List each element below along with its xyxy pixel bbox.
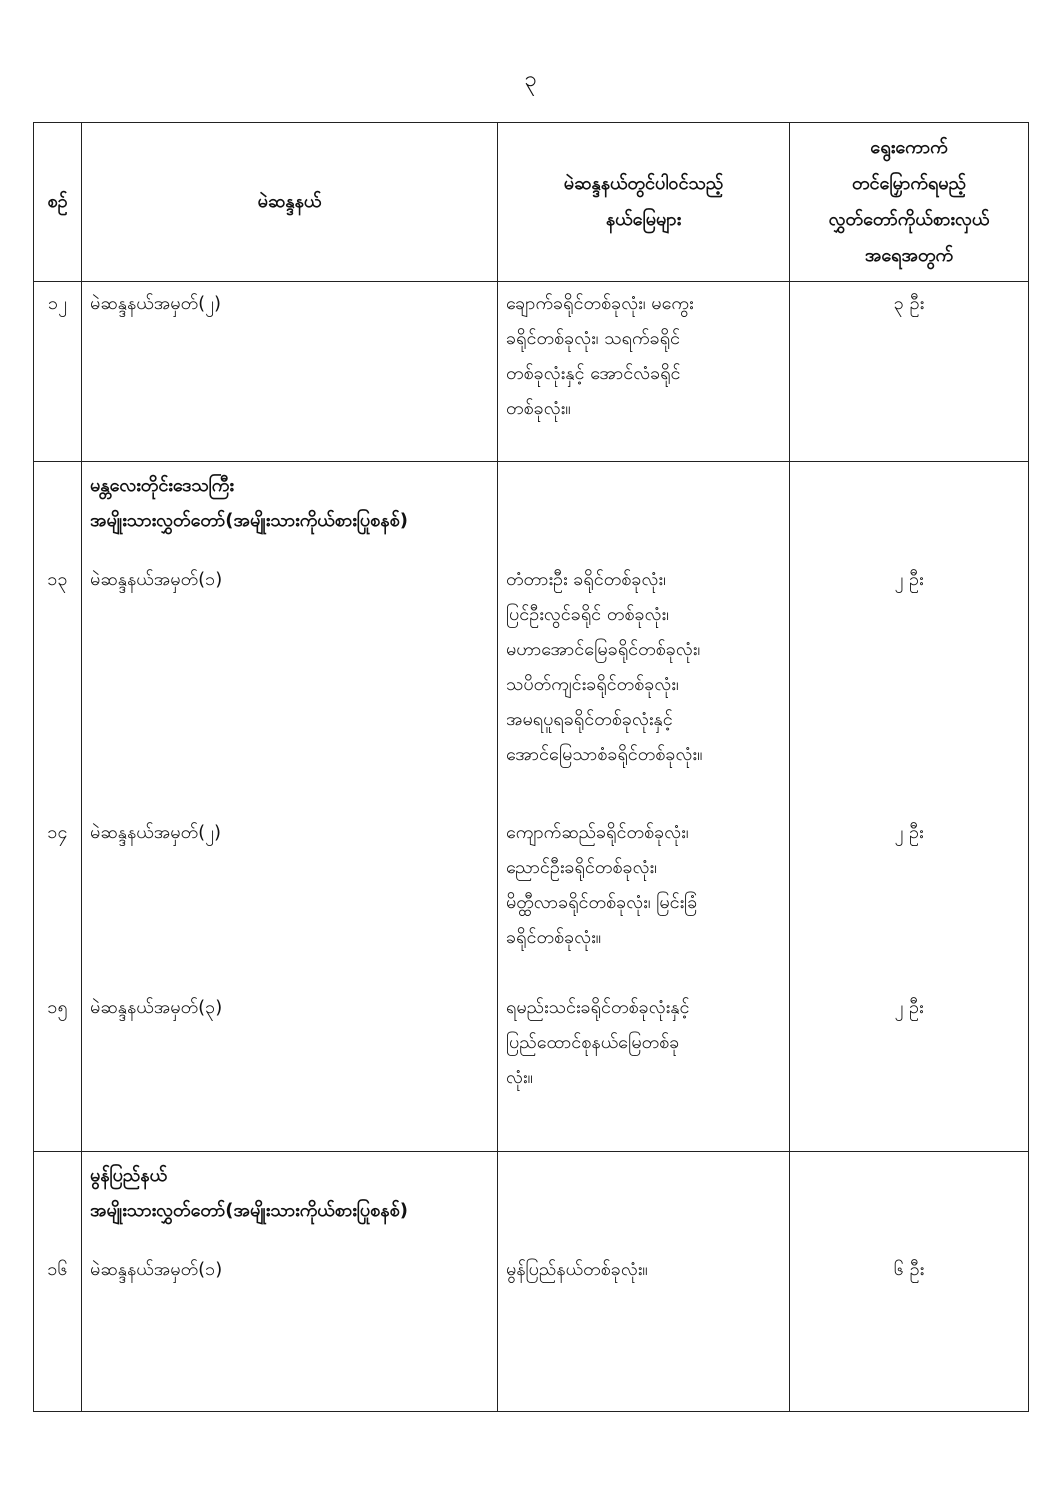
constituency-name: မဲဆန္ဒနယ်အမှတ်(၁) xyxy=(82,558,498,811)
header-constituency: မဲဆန္ဒနယ် xyxy=(82,123,498,282)
constituency-name: မဲဆန္ဒနယ်အမှတ်(၁) xyxy=(82,1248,498,1412)
region-name: မန္တလေးတိုင်းဒေသကြီး xyxy=(90,475,234,496)
area-line: အောင်မြေသာစံခရိုင်တစ်ခုလုံး။ xyxy=(506,743,703,765)
constituency-name: မဲဆန္ဒနယ်အမှတ်(၂) xyxy=(82,282,498,462)
included-areas xyxy=(498,986,790,1152)
page-number: ၃ xyxy=(524,67,537,92)
included-areas xyxy=(498,811,790,986)
header-serial-number: စဉ် xyxy=(34,123,82,282)
seat-count: ၆ ဦး xyxy=(790,1248,1029,1412)
area-line: ပြင်ဦးလွင်ခရိုင် တစ်ခုလုံး၊ xyxy=(506,603,669,625)
header-representative-count-line-4: အရေအတွက် xyxy=(864,245,954,266)
area-line: အမရပူရခရိုင်တစ်ခုလုံးနှင့် xyxy=(506,708,673,730)
header-representative-count-line-1: ရွေးကောက် xyxy=(870,137,948,158)
included-areas xyxy=(498,1248,790,1412)
seat-count: ၃ ဦး xyxy=(790,282,1029,462)
row-number: ၁၅ xyxy=(34,986,82,1152)
area-line: ချောက်ခရိုင်တစ်ခုလုံး၊ မကွေး xyxy=(506,293,694,314)
seat-count: ၂ ဦး xyxy=(790,558,1029,811)
included-areas xyxy=(498,282,790,462)
constituency-name: မဲဆန္ဒနယ်အမှတ်(၂) xyxy=(82,811,498,986)
region-name: မွန်ပြည်နယ် xyxy=(90,1165,168,1186)
region-heading-row xyxy=(34,1152,1029,1248)
area-line: တံတားဦး ခရိုင်တစ်ခုလုံး၊ xyxy=(506,568,666,590)
area-line: သပိတ်ကျင်းခရိုင်တစ်ခုလုံး၊ xyxy=(506,673,679,695)
header-included-areas-line-1: မဲဆန္ဒနယ်တွင်ပါဝင်သည့် xyxy=(563,173,724,194)
constituency-name: မဲဆန္ဒနယ်အမှတ်(၃) xyxy=(82,986,498,1152)
table-row xyxy=(34,1248,1029,1412)
row-number: ၁၃ xyxy=(34,558,82,811)
header-included-areas xyxy=(498,123,790,282)
included-areas xyxy=(498,558,790,811)
area-line: ပြည်ထောင်စုနယ်မြေတစ်ခု xyxy=(506,1031,680,1053)
area-line: ခရိုင်တစ်ခုလုံး။ xyxy=(506,926,602,948)
area-line: တစ်ခုလုံး။ xyxy=(506,398,571,419)
table-row xyxy=(34,558,1029,811)
area-line: မိတ္ထီလာခရိုင်တစ်ခုလုံး၊ မြင်းခြံ xyxy=(506,891,698,913)
table-header-row xyxy=(34,123,1029,282)
header-representative-count-line-3: လွှတ်တော်ကိုယ်စားလှယ် xyxy=(828,209,990,230)
region-chamber: အမျိုးသားလွှတ်တော်(အမျိုးသားကိုယ်စားပြုစနစ်) xyxy=(90,510,408,531)
header-representative-count xyxy=(790,123,1029,282)
area-line: ကျောက်ဆည်ခရိုင်တစ်ခုလုံး၊ xyxy=(506,821,689,843)
area-line: မွန်ပြည်နယ်တစ်ခုလုံး။ xyxy=(506,1258,648,1280)
table-row xyxy=(34,986,1029,1152)
table-row xyxy=(34,811,1029,986)
region-heading-mon xyxy=(82,1152,498,1248)
table-row xyxy=(34,282,1029,462)
seat-count: ၂ ဦး xyxy=(790,811,1029,986)
area-line: မဟာအောင်မြေခရိုင်တစ်ခုလုံး၊ xyxy=(506,638,701,660)
row-number: ၁၄ xyxy=(34,811,82,986)
row-number: ၁၂ xyxy=(34,282,82,462)
region-heading-mandalay xyxy=(82,462,498,558)
region-heading-row xyxy=(34,462,1029,558)
row-number: ၁၆ xyxy=(34,1248,82,1412)
area-line: လုံး။ xyxy=(506,1066,533,1088)
header-included-areas-line-2: နယ်မြေများ xyxy=(605,209,682,230)
area-line: တစ်ခုလုံးနှင့် အောင်လံခရိုင် xyxy=(506,363,681,384)
area-line: ရမည်းသင်းခရိုင်တစ်ခုလုံးနှင့် xyxy=(506,996,690,1018)
region-chamber: အမျိုးသားလွှတ်တော်(အမျိုးသားကိုယ်စားပြုစနစ်) xyxy=(90,1200,408,1221)
constituency-table xyxy=(33,122,1029,1412)
seat-count: ၂ ဦး xyxy=(790,986,1029,1152)
area-line: ခရိုင်တစ်ခုလုံး၊ သရက်ခရိုင် xyxy=(506,328,681,349)
header-representative-count-line-2: တင်မြှောက်ရမည့် xyxy=(852,173,966,194)
area-line: ညောင်ဦးခရိုင်တစ်ခုလုံး၊ xyxy=(506,856,657,878)
